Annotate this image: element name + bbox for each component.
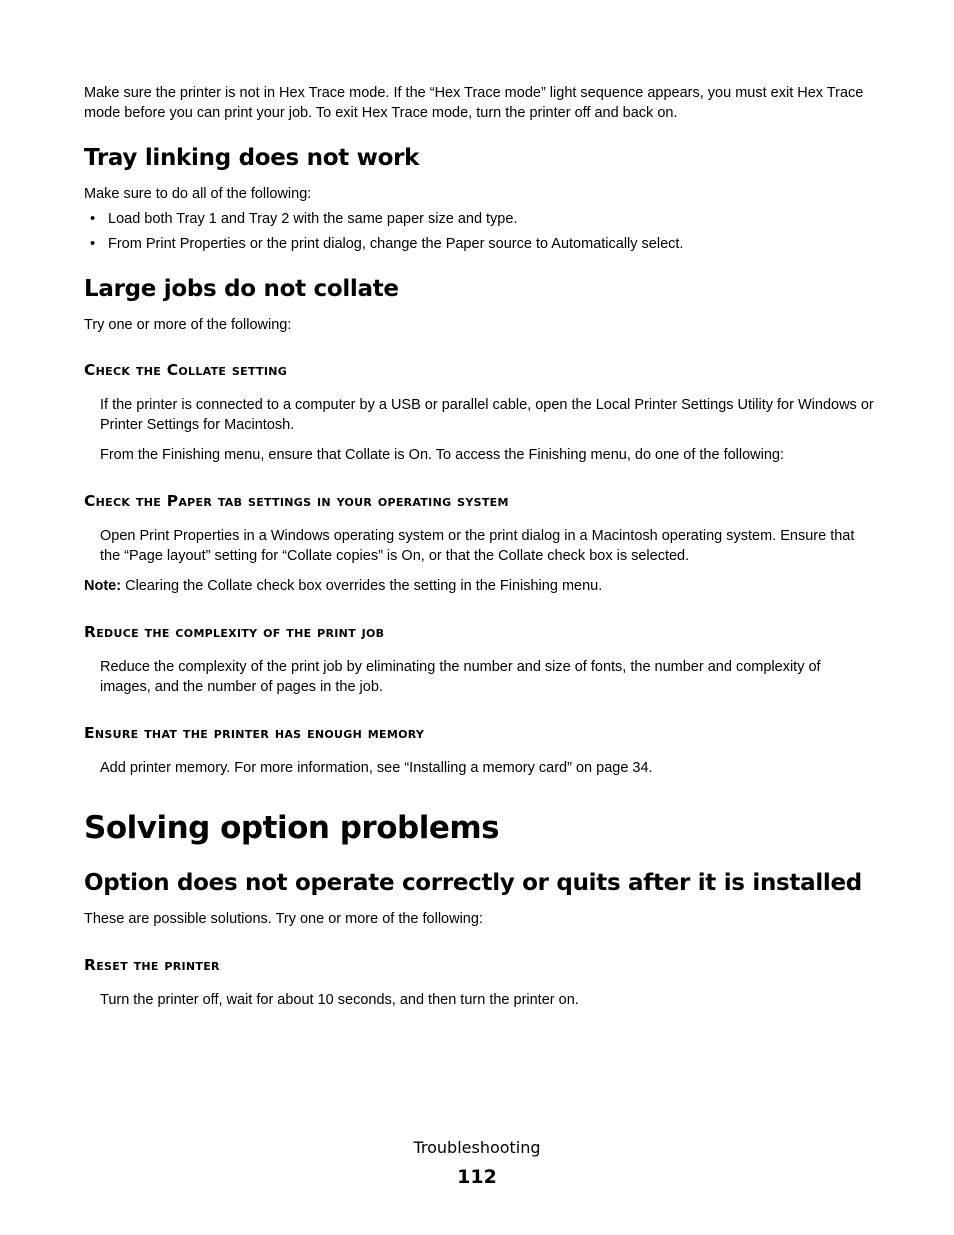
bullet-icon: • bbox=[90, 211, 96, 227]
list-item: • Load both Tray 1 and Tray 2 with the same paper size and type. bbox=[90, 211, 518, 227]
page-number: 112 bbox=[457, 1166, 497, 1188]
ensure-memory-heading: Ensure that the printer has enough memory bbox=[84, 724, 425, 742]
tray-heading: Tray linking does not work bbox=[84, 145, 420, 171]
tray-bullet-list bbox=[84, 209, 874, 259]
check-paper-tab-p1: Open Print Properties in a Windows operating system or the print dialog in a Macintosh operating system. Ensure that the “Page layout” setting for “Collate copies” is On, or that the Collate check box is selected. bbox=[100, 528, 855, 564]
collate-lead: Try one or more of the following: bbox=[84, 317, 292, 333]
reset-printer-p1: Turn the printer off, wait for about 10 seconds, and then turn the printer on. bbox=[100, 992, 579, 1008]
note-paragraph bbox=[84, 576, 602, 596]
reduce-complexity-p1: Reduce the complexity of the print job by eliminating the number and size of fonts, the number and complexity of images, and the number of pages in the job. bbox=[100, 659, 821, 695]
tray-lead: Make sure to do all of the following: bbox=[84, 186, 312, 202]
check-collate-p1: If the printer is connected to a computer by a USB or parallel cable, open the Local Printer Settings Utility for Windows or Printer Settings for Macintosh. bbox=[100, 397, 874, 433]
reduce-complexity-heading: Reduce the complexity of the print job bbox=[84, 623, 385, 641]
note-label: Note: bbox=[84, 578, 122, 594]
footer-section-label: Troubleshooting bbox=[413, 1138, 541, 1157]
options-lead: These are possible solutions. Try one or more of the following: bbox=[84, 911, 483, 927]
intro-paragraph: Make sure the printer is not in Hex Trace mode. If the “Hex Trace mode” light sequence appears, you must exit Hex Trace mode before you can print your job. To exit Hex Trace mode, turn the printer off and back on. bbox=[84, 85, 864, 121]
collate-heading: Large jobs do not collate bbox=[84, 276, 399, 302]
note-text: Clearing the Collate check box overrides the setting in the Finishing menu. bbox=[121, 578, 603, 594]
check-paper-tab-heading: Check the Paper tab settings in your operating system bbox=[84, 492, 509, 510]
check-collate-heading: Check the Collate setting bbox=[84, 361, 288, 379]
ensure-memory-p1: Add printer memory. For more information, see “Installing a memory card” on page 34. bbox=[100, 760, 653, 776]
bullet-icon: • bbox=[90, 236, 96, 252]
check-collate-p2: From the Finishing menu, ensure that Collate is On. To access the Finishing menu, do one of the following: bbox=[100, 447, 785, 463]
options-title: Solving option problems bbox=[84, 810, 500, 846]
options-heading: Option does not operate correctly or quits after it is installed bbox=[84, 870, 862, 896]
list-item: • From Print Properties or the print dialog, change the Paper source to Automatically select. bbox=[90, 236, 684, 252]
reset-printer-heading: Reset the printer bbox=[84, 956, 220, 974]
